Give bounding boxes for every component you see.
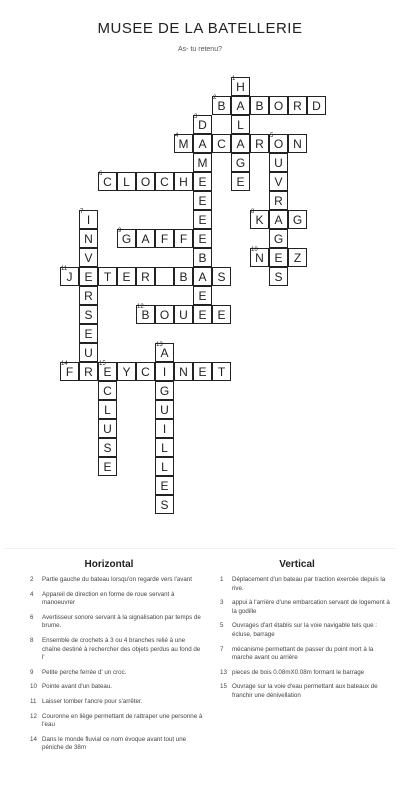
crossword-cell[interactable]: C 6 [98,172,117,191]
crossword-cell[interactable]: C [212,134,231,153]
crossword-cell[interactable]: O 5 [269,134,288,153]
crossword-cell[interactable]: V [269,172,288,191]
crossword-cell[interactable]: E [193,286,212,305]
crossword-cell[interactable]: J 11 [60,267,79,286]
crossword-cell[interactable]: T [98,267,117,286]
crossword-cell[interactable]: E 15 [98,362,117,381]
crossword-cell[interactable]: G [269,229,288,248]
crossword-cell[interactable]: T [212,362,231,381]
clue-item: 7 mécanisme permettant de passer du point mort à la marche avant ou arrière [220,645,374,662]
crossword-cell[interactable]: E [193,362,212,381]
crossword-cell[interactable]: E [79,324,98,343]
crossword-cell[interactable]: C [136,362,155,381]
clue-item: 2 Partie gauche du bateau lorsqu'on regarde vers l'avant [30,576,192,583]
crossword-cell[interactable]: O [136,172,155,191]
clue-item: 15 Ouvrage sur la voie d'eau permettant aux bateaux de franchir une dénivellation [220,683,378,699]
crossword-cell[interactable]: G [288,210,307,229]
crossword-cell[interactable]: H 1 [231,77,250,96]
clue-item: 6 Avertisseur sonore servant à la signalisation par temps de brume. [30,613,201,630]
crossword-cell[interactable]: R [79,362,98,381]
crossword-cell[interactable]: R [79,286,98,305]
crossword-cell[interactable]: E [193,229,212,248]
crossword-cell[interactable]: Z [288,248,307,267]
crossword-cell[interactable]: K 8 [250,210,269,229]
clue-item: 8 Ensemble de crochets à 3 ou 4 branches relié à une chaîne destiné à rechercher des objets perdus au fond de l' [30,636,201,662]
crossword-cell[interactable]: N [174,362,193,381]
clue-number: 9 [118,228,122,234]
crossword-cell[interactable]: E [193,191,212,210]
horizontal-heading: Horizontal [84,559,134,570]
crossword-cell[interactable]: A [269,210,288,229]
crossword-cell[interactable]: C [98,381,117,400]
clue-number: 4 [175,133,179,139]
crossword-cell[interactable]: S [269,267,288,286]
crossword-cell[interactable]: B [250,96,269,115]
crossword-cell[interactable]: B [193,248,212,267]
clue-item: 11 Laisser tomber l'ancre pour s'arrêter. [30,697,143,705]
crossword-cell[interactable]: E [155,476,174,495]
clue-item: 5 Ouvrages d'art établis sur la voie navigable tels que : écluse, barrage [220,622,377,638]
crossword-cell[interactable]: E [212,305,231,324]
clue-number: 6 [99,171,103,177]
crossword-cell[interactable]: F 14 [60,362,79,381]
clue-item: 12 Couronne en liège permettant de rattraper une personne à l'eau [30,712,203,729]
crossword-cell[interactable]: L [155,457,174,476]
page-title: MUSEE DE LA BATELLERIE [97,20,303,37]
clue-number: 8 [251,209,255,215]
crossword-cell[interactable]: B [174,267,193,286]
crossword-cell[interactable]: E [269,248,288,267]
crossword-cell[interactable]: O [155,305,174,324]
clue-number: 10 [251,247,258,253]
crossword-cell[interactable]: A [193,134,212,153]
clue-number: 1 [232,76,236,82]
crossword-cell[interactable]: A [231,134,250,153]
crossword-cell[interactable]: E [98,457,117,476]
crossword-cell[interactable]: E [231,172,250,191]
crossword-cell[interactable]: L [117,172,136,191]
crossword-cell[interactable]: I [155,419,174,438]
crossword-cell[interactable]: E [193,172,212,191]
crossword-cell[interactable]: G 9 [117,229,136,248]
clue-number: 14 [61,361,68,367]
clue-item: 1 Déplacement d'un bateau par traction exercée depuis la rive. [220,576,386,592]
crossword-cell[interactable]: N [288,134,307,153]
clue-number: 15 [99,361,106,367]
crossword-cell[interactable]: G [231,153,250,172]
crossword-cell[interactable]: M 4 [174,134,193,153]
crossword-cell[interactable]: L [231,115,250,134]
crossword-cell[interactable]: I 7 [79,210,98,229]
page-subtitle: As- tu retenu? [178,46,222,53]
clue-number: 13 [156,342,163,348]
crossword-cell[interactable]: U [98,419,117,438]
clue-item: 14 Dans le monde fluvial ce nom évoque avant tout une péniche de 38m [30,735,187,752]
crossword-cell[interactable]: F [155,229,174,248]
crossword-cell[interactable]: E [117,267,136,286]
crossword-cell[interactable]: R [288,96,307,115]
vertical-heading: Vertical [279,559,315,570]
crossword-cell[interactable]: L [155,438,174,457]
crossword-cell[interactable]: D [307,96,326,115]
clue-number: 7 [80,209,84,215]
clue-item: 9 Petite perche ferrée d' un croc. [30,668,127,676]
crossword-cell[interactable]: R [136,267,155,286]
crossword-cell[interactable]: S [212,267,231,286]
crossword-cell[interactable]: G [155,381,174,400]
crossword-cell[interactable]: H [174,172,193,191]
clue-number: 3 [194,114,198,120]
crossword-cell[interactable]: A 13 [155,343,174,362]
crossword-cell[interactable]: A [193,267,212,286]
crossword-cell[interactable]: S [98,438,117,457]
clue-number: 12 [137,304,144,310]
crossword-cell[interactable]: F [174,229,193,248]
crossword-cell[interactable]: R [269,191,288,210]
clue-item: 3 appui à l'arrière d'une embarcation servant de logement à la godille [220,599,390,615]
crossword-cell[interactable]: M [193,153,212,172]
clue-item: 10 Pointe avant d'un bateau. [30,683,112,691]
clue-item: 13 pieces de bois 0.08mX0.08m formant le barrage [220,668,365,676]
crossword-cell[interactable]: U [269,153,288,172]
horizontal-clues [14,559,204,753]
crossword-cell[interactable]: O [269,96,288,115]
clue-number: 11 [61,266,68,272]
crossword-cell[interactable]: U [155,400,174,419]
clues-panel [4,548,396,805]
crossword-cell[interactable]: V [79,248,98,267]
clue-number: 5 [270,133,274,139]
crossword-cell[interactable]: A [231,96,250,115]
crossword-cell[interactable]: R [250,134,269,153]
crossword-cell[interactable]: C [155,172,174,191]
clue-item: 4 Appareil de direction en forme de roue servant à manoeuvrer [30,590,175,607]
crossword-cell[interactable]: A [136,229,155,248]
crossword-cell[interactable]: U [174,305,193,324]
clue-number: 2 [213,95,217,101]
crossword-cell[interactable]: E [193,210,212,229]
crossword-cell[interactable]: S [79,305,98,324]
crossword-cell[interactable]: S [155,495,174,514]
crossword-cell[interactable]: B 12 [136,305,155,324]
crossword-cell[interactable]: U [79,343,98,362]
crossword-cell[interactable] [155,267,174,286]
crossword-cell[interactable]: E [79,267,98,286]
crossword-cell[interactable]: E [193,305,212,324]
crossword-cell[interactable]: Y [117,362,136,381]
crossword-cell[interactable]: N 10 [250,248,269,267]
crossword-cell[interactable]: B 2 [212,96,231,115]
crossword-cell[interactable]: I [155,362,174,381]
crossword-cell[interactable]: L [98,400,117,419]
crossword-cell[interactable]: N [79,229,98,248]
vertical-clues [204,559,390,701]
crossword-cell[interactable]: D 3 [193,115,212,134]
